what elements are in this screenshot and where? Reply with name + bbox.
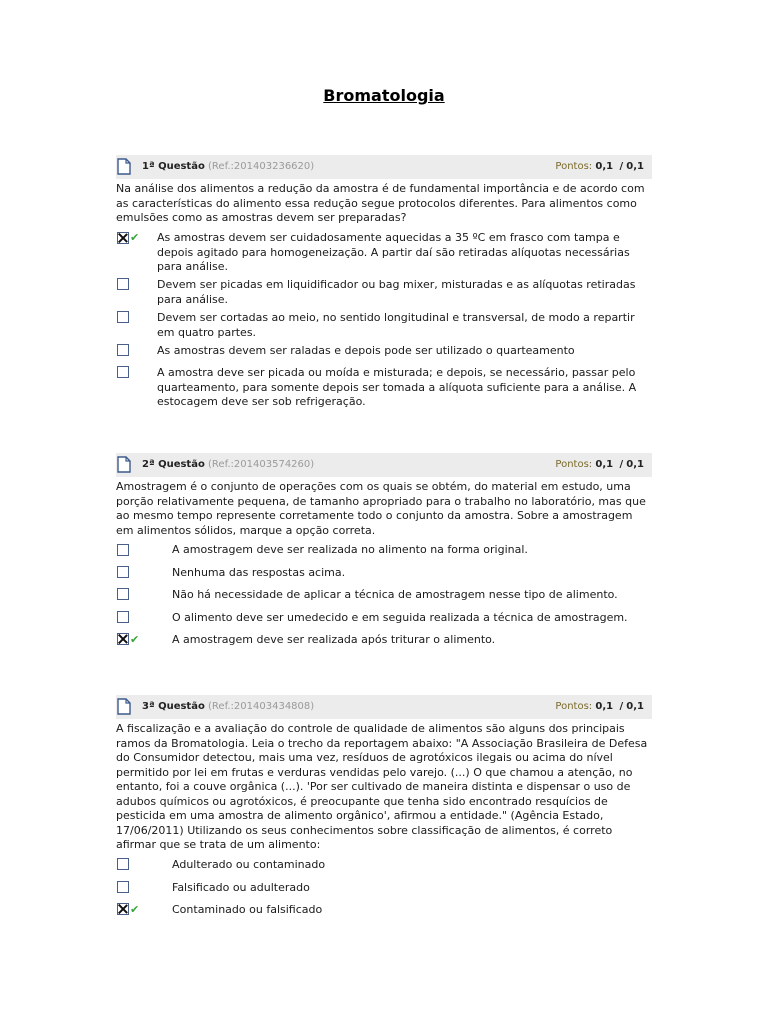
question-text: A fiscalização e a avaliação do controle de qualidade de alimentos são alguns dos principais ramos da Bromatologia. Leia o trecho da reportagem abaixo: "A Associação Brasileira de Defesa do Consumidor detectou, mais uma vez, resíduos de agrotóxicos ilegais ou acima do nível permitido por lei em frutas e verduras vendidas pelo varejo. (...) O que chamou a atenção, no entanto, foi a couve orgânica (...). 'Por ser cultivado de maneira distinta e dispensar o uso de adubos químicos ou agrotóxicos, é preocupante que tenha sido encontrado resquícios de pesticida em uma amostra de alimento orgânico', afirmou a entidade." (Agência Estado, 17/06/2011) Utilizando os seus conhecimentos sobre classificação de alimentos, é correto afirmar que se trata de um alimento: (116, 722, 648, 851)
checkbox[interactable] (117, 881, 129, 893)
option-text: Falsificado ou adulterado (172, 881, 310, 894)
option-text: Devem ser picadas em liquidificador ou bag mixer, misturadas e as alíquotas retiradas para análise. (157, 278, 636, 306)
question-3 (116, 695, 652, 853)
question-ref: (Ref.:201403574260) (208, 459, 315, 470)
x-mark-icon[interactable] (117, 232, 129, 244)
option-text: A amostragem deve ser realizada no alimento na forma original. (172, 543, 528, 556)
document-icon (117, 698, 131, 715)
checkbox[interactable] (117, 344, 129, 356)
option-text: O alimento deve ser umedecido e em seguida realizada a técnica de amostragem. (172, 611, 628, 624)
checkmark-icon: ✔ (130, 633, 140, 646)
checkbox[interactable] (117, 588, 129, 600)
question-number: 1ª Questão (142, 161, 205, 172)
question-2 (116, 453, 652, 538)
question-points: Pontos: 0,1 / 0,1 (555, 161, 644, 172)
question-ref: (Ref.:201403236620) (208, 161, 315, 172)
option-text: Adulterado ou contaminado (172, 858, 326, 871)
question-points: Pontos: 0,1 / 0,1 (555, 701, 644, 712)
question-text: Amostragem é o conjunto de operações com os quais se obtém, do material em estudo, uma porção relativamente pequena, de tamanho apropriado para o trabalho no laboratório, mas que ao mesmo tempo represente corretamente todo o conjunto da amostra. Sobre a amostragem em alimentos sólidos, marque a opção correta. (116, 480, 646, 537)
document-icon (117, 456, 131, 473)
checkmark-icon: ✔ (130, 903, 140, 916)
option-text: As amostras devem ser cuidadosamente aquecidas a 35 ºC em frasco com tampa e depois agitado para homogeneização. A partir daí são retiradas alíquotas necessárias para análise. (157, 231, 630, 273)
page-title: Bromatologia (323, 86, 445, 105)
question-ref: (Ref.:201403434808) (208, 701, 315, 712)
checkbox[interactable] (117, 278, 129, 290)
x-mark-icon[interactable] (117, 903, 129, 915)
checkbox[interactable] (117, 566, 129, 578)
option-text: Contaminado ou falsificado (172, 903, 323, 916)
checkbox[interactable] (117, 544, 129, 556)
checkmark-icon: ✔ (130, 231, 140, 244)
checkbox[interactable] (117, 366, 129, 378)
question-points: Pontos: 0,1 / 0,1 (555, 459, 644, 470)
x-mark-icon[interactable] (117, 633, 129, 645)
option-text: A amostra deve ser picada ou moída e misturada; e depois, se necessário, passar pelo quarteamento, para somente depois ser tomada a alíquota suficiente para a análise. A estocagem deve ser sob refrigeração. (157, 366, 637, 408)
checkbox[interactable] (117, 611, 129, 623)
question-1 (116, 155, 652, 226)
question-number: 2ª Questão (142, 459, 205, 470)
question-text: Na análise dos alimentos a redução da amostra é de fundamental importância e de acordo com as características do alimento essa redução segue protocolos diferentes. Para alimentos como emulsões como as amostras devem ser preparadas? (116, 182, 645, 224)
option-text: Nenhuma das respostas acima. (172, 566, 346, 579)
checkbox[interactable] (117, 311, 129, 323)
checkbox[interactable] (117, 858, 129, 870)
question-header (116, 453, 652, 477)
option-text: As amostras devem ser raladas e depois pode ser utilizado o quarteamento (157, 344, 575, 357)
option-text: Devem ser cortadas ao meio, no sentido longitudinal e transversal, de modo a repartir em quatro partes. (157, 311, 635, 339)
question-header (116, 695, 652, 719)
document-icon (117, 158, 131, 175)
option-text: Não há necessidade de aplicar a técnica de amostragem nesse tipo de alimento. (172, 588, 618, 601)
question-number: 3ª Questão (142, 701, 205, 712)
question-header (116, 155, 652, 179)
option-text: A amostragem deve ser realizada após triturar o alimento. (172, 633, 496, 646)
